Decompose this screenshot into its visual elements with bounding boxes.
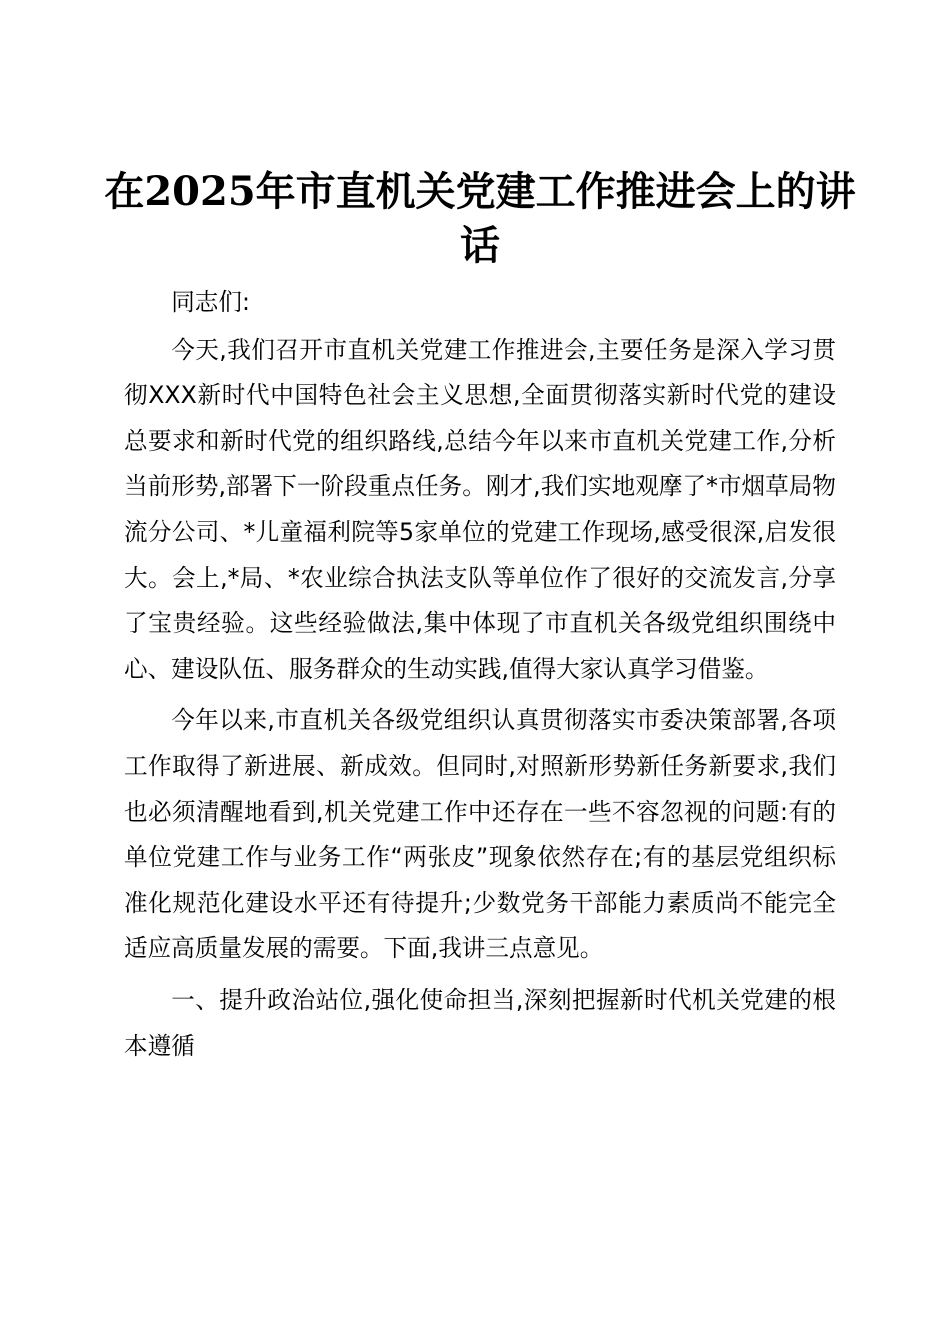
document-title: 在2025年市直机关党建工作推进会上的讲话	[104, 168, 856, 269]
salutation: 同志们:	[171, 288, 250, 316]
paragraph-intro: 今天,我们召开市直机关党建工作推进会,主要任务是深入学习贯彻XXX新时代中国特色社会主义思想,全面贯彻落实新时代党的建设总要求和新时代党的组织路线,总结今年以来市直机关党建工作,分析当前形势,部署下一阶段重点任务。刚才,我们实地观摩了*市烟草局物流分公司、*儿童福利院等5家单位的党建工作现场,感受很深,启发很大。会上,*局、*农业综合执法支队等单位作了很好的交流发言,分享了宝贵经验。这些经验做法,集中体现了市直机关各级党组织围绕中心、建设队伍、服务群众的生动实践,值得大家认真学习借鉴。	[124, 335, 836, 683]
document-body	[124, 280, 836, 1075]
section-heading: 一、提升政治站位,强化使命担当,深刻把握新时代机关党建的根本遵循	[124, 985, 836, 1060]
paragraph-issues: 今年以来,市直机关各级党组织认真贯彻落实市委决策部署,各项工作取得了新进展、新成效。但同时,对照新形势新任务新要求,我们也必须清醒地看到,机关党建工作中还存在一些不容忽视的问题:有的单位党建工作与业务工作“两张皮”现象依然存在;有的基层党组织标准化规范化建设水平还有待提升;少数党务干部能力素质尚不能完全适应高质量发展的需要。下面,我讲三点意见。	[124, 706, 836, 963]
